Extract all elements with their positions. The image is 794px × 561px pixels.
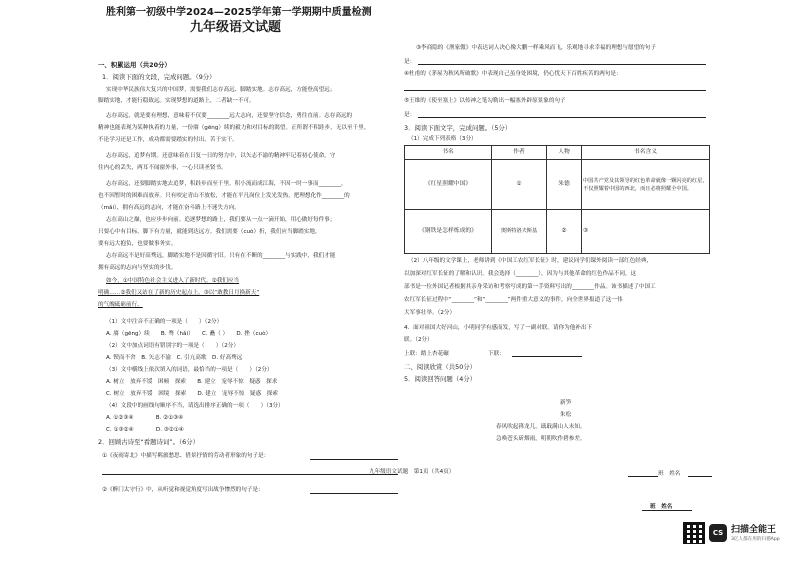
table-cell[interactable]: ③	[582, 210, 710, 254]
underlined-sentence: 的气魄砥砺前行。	[98, 302, 143, 308]
passage-line: 拥有高远的志向与坚实的步伐。	[98, 265, 177, 271]
answer-line[interactable]	[404, 90, 706, 91]
poem-author: 朱松	[560, 412, 572, 418]
passage-line: 也不因暂时的困难而放弃。只有咬定青山不放松，才能在平凡岗位上发光发热，把理想化作________的	[98, 193, 350, 199]
class-name-label: 班 姓名	[658, 471, 681, 477]
q3-sub2-line: （2）八年级的文学课上，老师讲到《中国工农红军长征》时，建议同学们课外阅读一部红色经典，	[408, 258, 653, 264]
section-1-heading: 一、积累运用（共20分）	[98, 61, 171, 69]
table-header: 书名	[405, 146, 492, 160]
question-option: A. ①②③④ B. ②①③④	[106, 415, 184, 421]
question-option: C. ①③②④ D. ③②①④	[106, 427, 184, 433]
passage-line: 精神也能表现为某种执着的力量，一份赓（gēng）续的毅力和对目标的渴望。正所谓不积跬步，无以至千里。	[98, 125, 370, 131]
passage-line: 志在高山之巅，也应步步向前。追逐梦想的路上，我们要从一点一滴开始，用心做好每件事；	[106, 217, 336, 223]
q2-intro: 2．回顾古诗至“看题诗词”。（6分）	[98, 438, 200, 446]
scanner-label: 扫描全能王	[731, 525, 777, 535]
section-2-heading: 二、阅读欣赏（共50分）	[404, 363, 477, 371]
q2-e-cont: 是：	[404, 112, 416, 118]
table-cell: 朱德	[547, 160, 582, 210]
answer-line[interactable]	[102, 474, 398, 475]
table-cell[interactable]: ①	[492, 160, 547, 210]
right-column	[404, 0, 714, 561]
poem-line: 春风吹起箨龙儿，戢戢满山人未知。	[496, 424, 586, 430]
table-cell[interactable]: ②	[547, 210, 582, 254]
page-footer: 九年级语文试题 第1页（共4页）	[369, 469, 455, 475]
table-cell: 《钢铁是怎样炼成的》	[405, 210, 492, 254]
passage-line: 住内心的丢失，两耳不闻窗外事，一心只读圣贤书。	[98, 165, 227, 171]
table-header: 作者	[492, 146, 547, 160]
q2-c: ③李商隐的《渔家傲》中表达词人决心像大鹏一样乘风而飞，乐观地寻求幸福的理想与愿望的句子	[416, 45, 656, 51]
q3-sub2-line: 大军事壮举。（2分）	[404, 310, 456, 316]
q5-intro: 5．阅读回答问题（4分）	[404, 375, 477, 383]
passage-line: 脚踏实地，才能行稳致远。实现梦想的道路上，二者缺一不可。	[98, 98, 255, 104]
exam-title: 九年级语文试题	[190, 20, 282, 35]
passage-line: 只要心中有目标，脚下有力量，就能到达远方。我们需要（cuò）折，我们应当脚踏实地，	[98, 229, 321, 235]
book-table	[404, 145, 710, 254]
poem-line: 急唤苍头斫烟雨，明朝吹作碧参差。	[496, 436, 586, 442]
passage-line: 志存高远，还要脚踏实地去追梦，积跬步而至千里。积小流而成江海，不因一时一事而________，	[106, 181, 347, 187]
table-cell: 中国共产党及其领导的红色革命就像一颗闪亮的红星，不仅照耀着中国的西北，而且必将照耀全中国。	[582, 160, 710, 210]
q2-a: ①《夜雨寄北》中描写羁旅愁思、借景抒情的劳动者形象的句子是：	[102, 453, 270, 459]
question-item: （3）文中横线上依次填入的词语，最恰当的一项是（ ）（2分）	[106, 367, 273, 373]
question-option: A. 树立 放弃不馁 困顿 探索 B. 建立 宠辱不惊 疑惑 探求	[106, 379, 278, 385]
passage-line: 要有远大抱负，也要做事务实。	[98, 241, 177, 247]
question-option: A. 锲而不舍 B. 矢志不渝 C. 引亢高歌 D. 好高骛远	[106, 355, 243, 361]
passage-line: 志存高远，就是要有理想，意味着不仅要________远大志向，还要坚守信念，勇往直前。志存高远的	[106, 113, 353, 119]
q3-sub2-line: 以加深对红军长征的了解和认识。我会选择（________），因为与其他革命的红色作品不同，这	[404, 271, 637, 277]
passage-line: 实现中华民族伟大复兴的中国梦，需要我们志存高远、脚踏实地。志存高远，方能登高望远；	[106, 87, 336, 93]
passage-line: 志存高远不是好高骛远，脚踏实地不是因循守旧。只有在不断的________与实践中，我们才能	[106, 253, 336, 259]
answer-line[interactable]	[310, 493, 398, 494]
question-item: （4）文段中的画线句顺序不当，请选出排序正确的一项（ ）（3分）	[106, 403, 284, 409]
q4-line: 4．面对祖国大好河山，小明同学有感而发，写了一副对联。请你为他补出下	[404, 325, 593, 331]
table-cell: 奥斯特洛夫斯基	[492, 210, 547, 254]
couplet-upper: 上联：踏上杏花碾	[404, 351, 449, 357]
answer-line[interactable]	[418, 117, 706, 118]
table-cell: 《红星照耀中国》	[405, 160, 492, 210]
q2-d: ④杜甫的《茅屋为秋风所破歌》中表现自己虽身处困境，仍心忧天下百姓疾苦的两句是：	[404, 71, 622, 77]
passage-line: 志存高远，追梦有期。还意味着在日复一日的努力中，以矢志不渝的精神牢记着初心使命，守	[106, 153, 336, 159]
scanner-sublabel: 3亿人都在用的扫描App	[731, 537, 780, 542]
q4-line: 联。（2分）	[404, 337, 433, 343]
question-option: C. 树立 放弃不馁 困境 探索 D. 建立 宠辱不惊 疑惑 探索	[106, 391, 278, 397]
q3-sub1: （1）完成下列表格（3分）	[408, 136, 477, 142]
answer-line[interactable]	[418, 64, 706, 65]
answer-line[interactable]	[310, 459, 398, 460]
table-header: 人物	[547, 146, 582, 160]
q2-c-cont: 是：	[404, 59, 416, 65]
bottom-mark-line	[642, 510, 692, 511]
q3-intro: 3．阅读下面文字，完成问题。（5分）	[404, 124, 512, 132]
passage-line: 不论学习还是工作，成功都需要踏实的付出、苦干实干。	[98, 137, 238, 143]
couplet-lower-label: 下联：	[488, 351, 505, 357]
q2-e: ⑤王维的《使至塞上》以传神之笔勾勒出一幅塞外辟原景象的句子	[404, 98, 566, 104]
question-item: （2）文中加点词语有错别字的一项是（ ）（2分）	[106, 343, 239, 349]
question-item: （1）文中注音不正确的一项是（ ）（2分）	[106, 319, 223, 325]
school-title: 胜利第一初级中学2024—2025学年第一学期期中质量检测	[106, 7, 372, 18]
bottom-class-mark: 班 姓名	[650, 504, 673, 510]
underlined-sentence: 如今，①中国特色社会主义进入了新时代。②我们应当	[106, 278, 240, 284]
poem-title: 新笋	[560, 400, 572, 406]
q2-b: ②《醉门太守行》中，从听觉和视觉角度写出战争惨烈的句子是：	[102, 487, 264, 493]
class-blank[interactable]	[628, 476, 658, 477]
passage-line: （mǎi），拥有高远的志向，才能在奋斗路上不迷失方向。	[98, 205, 240, 211]
table-header: 书名含义	[582, 146, 710, 160]
q1-intro: 1．阅读下面的文段，完成问题。（9分）	[102, 73, 216, 81]
underlined-sentence: 明确……②我们又站在了新的历史起点上。③以“敢教日月换新天”	[98, 290, 260, 296]
q3-sub2-line: 部书是一位外国记者根据其亲身采访和考察写成的第一手资料写出的________作品。该书描述了中国工	[404, 284, 656, 290]
name-blank[interactable]	[688, 476, 712, 477]
left-column	[98, 0, 400, 561]
camscanner-logo-icon: CS	[709, 524, 727, 542]
question-option: A. 赓（gēng）续 B. 骛（hǎi） C. 矗（ ） D. 挫（cuò）	[106, 331, 272, 337]
q3-sub2-line: 农红军长征过程中“________”和“________”两件重大意义的事件，向全世界报道了这一伟	[404, 297, 623, 303]
qr-code-icon	[683, 522, 705, 544]
couplet-answer-line[interactable]	[512, 356, 582, 357]
